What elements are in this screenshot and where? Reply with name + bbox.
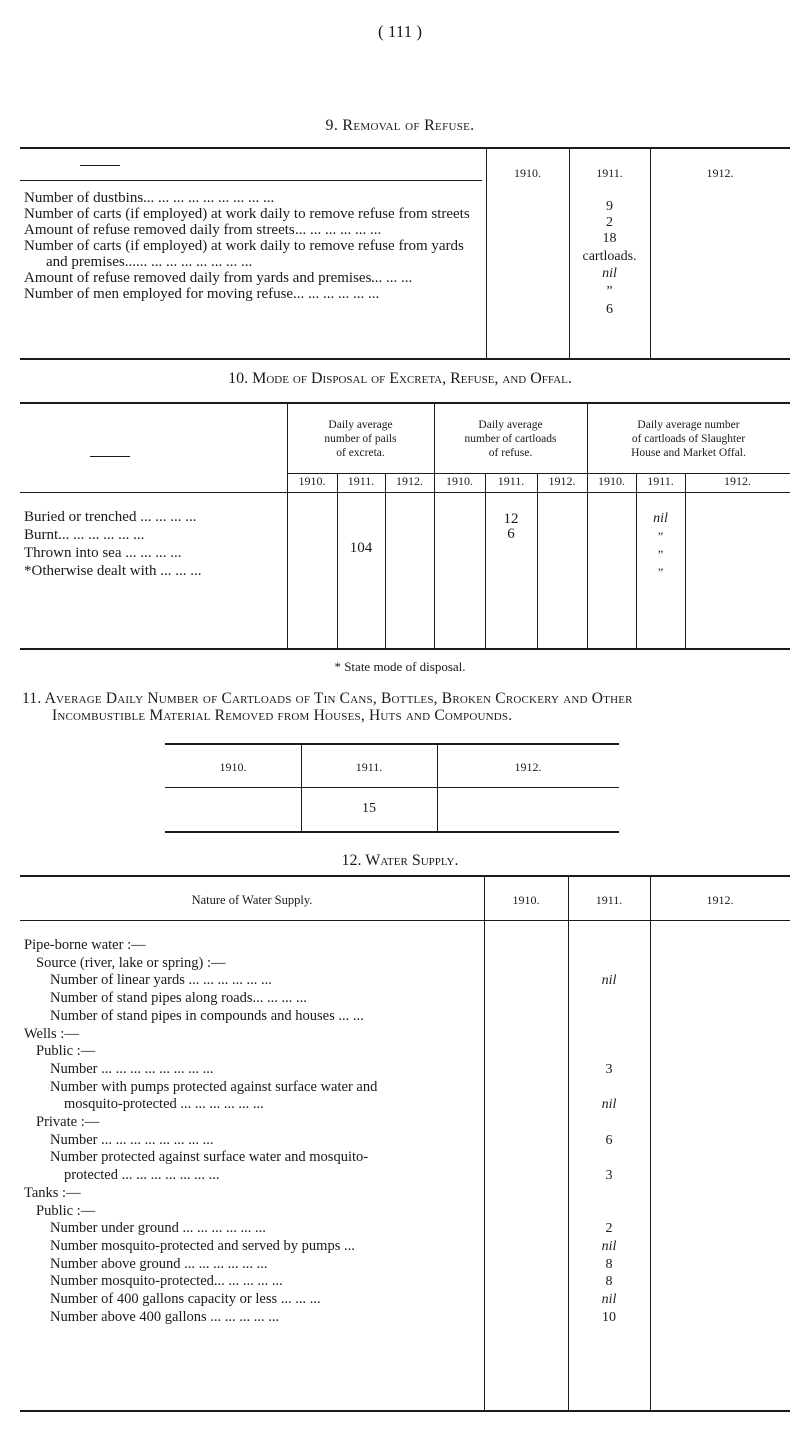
s10-offal-1911: ” <box>657 565 664 579</box>
s10-refuse-1911: 12 <box>503 511 519 527</box>
s10-group-offal-line: House and Market Offal. <box>631 447 746 459</box>
s9-row-value-1911: ” <box>606 284 613 299</box>
s12-row-label: Number above 400 gallons ... ... ... ... ... <box>50 1309 280 1325</box>
s9-row-dots: ... ... ... ... ... ... <box>295 222 382 238</box>
s10-top-rule <box>20 402 790 404</box>
s10-divider <box>337 473 338 648</box>
s12-row-label: Number above ground ... ... ... ... ... ... <box>50 1256 268 1272</box>
s12-row-value-1911: nil <box>601 973 617 988</box>
s9-bottom-rule <box>20 358 790 360</box>
s10-year-header: 1911. <box>347 474 375 488</box>
s12-divider <box>484 877 485 1410</box>
s12-header-rule <box>20 920 790 921</box>
s10-group-excreta-line: of excreta. <box>336 447 385 459</box>
s10-year-header: 1912. <box>396 474 423 488</box>
s10-group-offal-line: of cartloads of Slaughter <box>631 433 746 445</box>
s12-row-value-1911: 2 <box>605 1221 613 1236</box>
s12-row-label: Tanks :— <box>24 1185 81 1201</box>
s10-group-excreta <box>287 418 434 460</box>
s10-divider <box>537 473 538 648</box>
s9-row-label: Number of dustbins <box>24 190 144 206</box>
s12-row-value-1911: nil <box>601 1097 617 1112</box>
s12-row-label: Number ... ... ... ... ... ... ... ... <box>50 1132 214 1148</box>
s12-row-label: Number ... ... ... ... ... ... ... ... <box>50 1061 214 1077</box>
s11-top-rule <box>165 743 619 745</box>
s9-row-label: Number of carts (if employed) at work daily to remove refuse from yards <box>24 238 464 254</box>
s10-row-dots: ... ... ... ... <box>121 545 182 561</box>
s9-row-label: Number of men employed for moving refuse <box>24 286 294 302</box>
section-9-title: 9. Removal of Refuse. <box>325 117 475 134</box>
s10-row-label-text: Burnt <box>24 527 59 543</box>
s12-year-1911: 1911. <box>595 893 623 907</box>
s12-header-nature: Nature of Water Supply. <box>191 893 313 907</box>
s9-row-value-1911: nil <box>602 266 617 281</box>
s9-row-value-1911: cartloads. <box>582 249 637 264</box>
s12-row-label: Pipe-borne water :— <box>24 937 146 953</box>
s9-year-1911: 1911. <box>596 166 623 180</box>
s10-header-rule <box>20 492 790 493</box>
s9-row-value-1911: 9 <box>606 199 613 214</box>
s9-top-rule <box>20 147 790 149</box>
s12-row-value-1911: 10 <box>602 1310 616 1325</box>
page-number: ( 111 ) <box>377 22 423 41</box>
s10-row-dots: ... ... ... ... ... ... <box>58 527 145 543</box>
s12-row-label: Source (river, lake or spring) :— <box>36 955 226 971</box>
section-11-title-line1: 11. Average Daily Number of Cartloads of Tin Cans, Bottles, Broken Crockery and Other <box>22 690 633 707</box>
s10-row-dots: ... ... ... ... <box>136 509 197 525</box>
s10-year-header: 1912. <box>724 474 751 488</box>
s12-row-label: Number with pumps protected against surface water and <box>50 1079 378 1095</box>
s12-row-value-1911: 8 <box>605 1257 613 1272</box>
s10-row-dots: ... ... ... <box>156 563 202 579</box>
s10-group-refuse <box>434 418 587 460</box>
s12-row-label: Number of linear yards ... ... ... ... ... ... <box>50 972 272 988</box>
s10-row-label <box>24 527 144 544</box>
s10-group-offal-line: Daily average number <box>637 419 740 431</box>
s12-row-label: Number protected against surface water and mosquito- <box>50 1149 369 1165</box>
s10-group-refuse-line: number of cartloads <box>464 433 557 445</box>
s9-stub-dash <box>80 165 120 166</box>
s9-row-label: and premises... <box>46 254 136 270</box>
s9-row-label: Amount of refuse removed daily from yards and premises <box>24 270 372 286</box>
s10-row-label-text: Thrown into sea <box>24 545 122 561</box>
s10-group-refuse-line: Daily average <box>478 419 543 431</box>
s12-row-value-1911: 3 <box>605 1062 613 1077</box>
s10-divider <box>485 473 486 648</box>
s12-row-label: Number under ground ... ... ... ... ... ... <box>50 1220 266 1236</box>
s12-row-value-1911: 3 <box>605 1168 613 1183</box>
s12-row-label: Number mosquito-protected... ... ... ... ... <box>50 1273 283 1289</box>
s10-row-label-text: Buried or trenched <box>24 509 137 525</box>
s12-divider <box>650 877 651 1410</box>
s10-bottom-rule <box>20 648 790 650</box>
s11-value-1911: 15 <box>362 801 376 816</box>
s11-mid-rule <box>165 787 619 788</box>
s11-divider <box>437 745 438 831</box>
s10-offal-1911: nil <box>653 511 668 526</box>
s12-row-label: Number mosquito-protected and served by pumps ... <box>50 1238 355 1254</box>
s10-year-header: 1911. <box>497 474 525 488</box>
s9-row-dots: ... ... ... <box>371 270 413 286</box>
s12-row-value-1911: nil <box>601 1292 617 1307</box>
s9-row-dots: ... ... ... ... ... ... <box>293 286 380 302</box>
s9-row-value-1911: 18 <box>602 231 617 246</box>
s10-row-label <box>24 509 196 526</box>
s11-year-1911: 1911. <box>355 760 383 774</box>
s11-bottom-rule <box>165 831 619 833</box>
s10-group-excreta-line: Daily average <box>328 419 393 431</box>
s12-bottom-rule <box>20 1410 790 1412</box>
s11-year-1910: 1910. <box>219 760 247 774</box>
s12-row-label: Private :— <box>36 1114 100 1130</box>
s9-row-label: Amount of refuse removed daily from streets <box>24 222 295 238</box>
s10-year-header: 1910. <box>598 474 625 488</box>
s12-row-value-1911: 6 <box>605 1133 613 1148</box>
s12-row-label: Wells :— <box>24 1026 79 1042</box>
s12-year-1910: 1910. <box>512 893 540 907</box>
s12-year-1912: 1912. <box>706 893 734 907</box>
s10-divider <box>685 473 686 648</box>
s12-row-label: Number of stand pipes along roads... ... ... ... <box>50 990 307 1006</box>
s9-row-dots: ... ... ... ... ... ... ... ... <box>136 254 253 270</box>
s12-row-label: Public :— <box>36 1203 96 1219</box>
s12-row-label: Public :— <box>36 1043 96 1059</box>
s12-row-label: mosquito-protected ... ... ... ... ... ... <box>64 1096 264 1112</box>
s10-group-refuse-line: of refuse. <box>488 447 533 459</box>
s9-row-value-1911: 6 <box>606 302 613 317</box>
s10-offal-1911: ” <box>657 547 664 561</box>
s10-stub-dash <box>90 456 130 457</box>
s10-divider <box>385 473 386 648</box>
s9-stub-rule <box>20 180 482 181</box>
s10-group-excreta-line: number of pails <box>324 433 397 445</box>
s10-row-label <box>24 545 181 562</box>
s12-top-rule <box>20 875 790 877</box>
s12-row-label: Number of 400 gallons capacity or less ... ... ... <box>50 1291 321 1307</box>
s9-year-1910: 1910. <box>514 166 541 180</box>
section-10-title: 10. Mode of Disposal of Excreta, Refuse, and Offal. <box>228 370 572 387</box>
s10-refuse-1911: 6 <box>507 526 515 542</box>
s11-divider <box>301 745 302 831</box>
s10-year-header: 1911. <box>647 474 674 488</box>
s10-year-header: 1910. <box>446 474 473 488</box>
s9-row-label: Number of carts (if employed) at work daily to remove refuse from streets <box>24 206 470 222</box>
section-11-title-line2: Incombustible Material Removed from Houses, Huts and Compounds. <box>52 707 513 724</box>
s9-year-1912: 1912. <box>706 166 734 180</box>
section-12-title: 12. Water Supply. <box>341 852 459 869</box>
s10-group-offal <box>587 418 790 460</box>
s12-row-label: protected ... ... ... ... ... ... ... <box>64 1167 220 1183</box>
s10-row-label <box>24 563 201 580</box>
s10-footnote: * State mode of disposal. <box>334 659 466 674</box>
s10-offal-1911: ” <box>657 529 664 543</box>
s9-row-value-1911: 2 <box>606 215 613 230</box>
s12-row-label: Number of stand pipes in compounds and houses ... ... <box>50 1008 364 1024</box>
s10-year-header: 1910. <box>298 474 326 488</box>
s10-excreta-1911: 104 <box>349 540 373 556</box>
s10-row-label-text: *Otherwise dealt with <box>24 563 157 579</box>
s11-year-1912: 1912. <box>514 760 542 774</box>
s12-row-value-1911: nil <box>601 1239 617 1254</box>
s10-year-header: 1912. <box>548 474 576 488</box>
s12-row-value-1911: 8 <box>605 1274 613 1289</box>
s9-row-dots: ... ... ... ... ... ... ... ... ... <box>143 190 275 206</box>
